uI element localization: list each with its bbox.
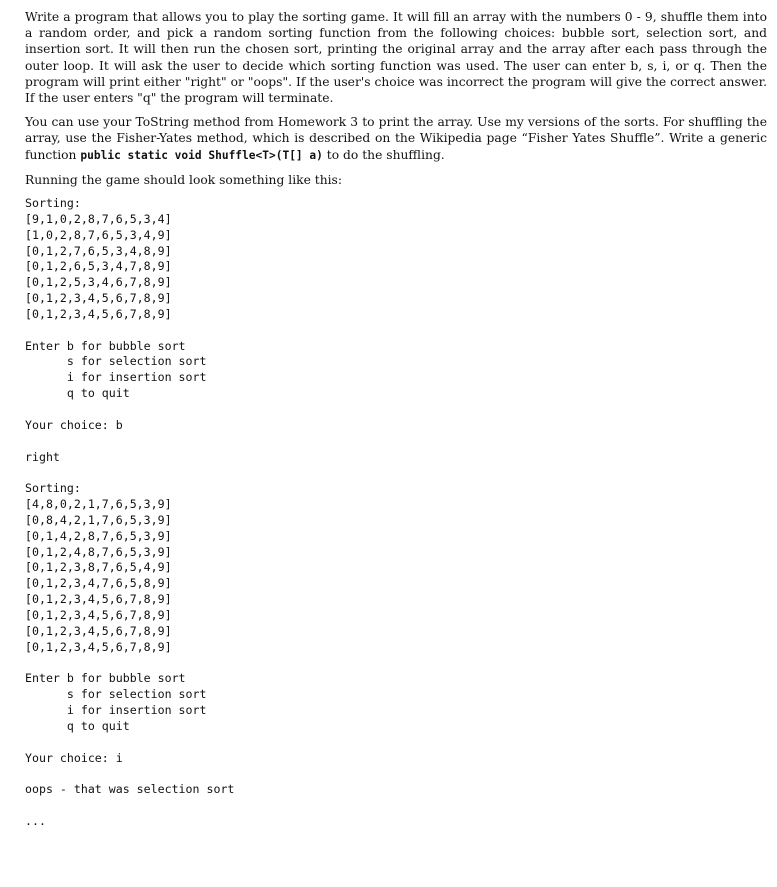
console-line [25, 434, 767, 450]
console-line: Your choice: b [25, 417, 123, 432]
instructions-text-before: You can use your ToString method from Homework 3 to print the array. Use my versions of the sorts. For shuffling the array, use the Fisher-Yates method, which is described on the Wikipedia page “Fisher Yates Shuffle”. Write a generic function [25, 115, 767, 162]
console-line: [4,8,0,2,1,7,6,5,3,9] [25, 497, 172, 512]
console-line: [0,1,2,3,4,7,6,5,8,9] [25, 576, 172, 591]
console-line: [0,1,2,3,4,5,6,7,8,9] [25, 306, 172, 321]
console-line: [0,1,2,3,4,5,6,7,8,9] [25, 639, 172, 654]
console-line: [0,1,4,2,8,7,6,5,3,9] [25, 528, 172, 543]
console-line: [0,1,2,3,4,5,6,7,8,9] [25, 291, 172, 306]
console-line: [0,1,2,3,4,5,6,7,8,9] [25, 607, 172, 622]
console-line: q to quit [25, 386, 130, 401]
console-line: [0,8,4,2,1,7,6,5,3,9] [25, 512, 172, 527]
console-line: ... [25, 813, 46, 828]
console-line [25, 766, 767, 782]
instructions-text-after: to do the shuffling. [322, 147, 445, 162]
console-line: s for selection sort [25, 354, 207, 369]
console-line [25, 656, 767, 672]
assignment-document [25, 9, 767, 830]
console-line: [0,1,2,4,8,7,6,5,3,9] [25, 544, 172, 559]
console-line: Sorting: [25, 481, 81, 496]
console-line: Your choice: i [25, 750, 123, 765]
console-line [25, 735, 767, 751]
console-line: [0,1,2,3,4,5,6,7,8,9] [25, 623, 172, 638]
console-line: s for selection sort [25, 687, 207, 702]
console-line [25, 323, 767, 339]
console-line: Enter b for bubble sort [25, 338, 186, 353]
console-line: [1,0,2,8,7,6,5,3,4,9] [25, 227, 172, 242]
example-intro-paragraph: Running the game should look something like this: [25, 172, 343, 187]
console-line: right [25, 449, 60, 464]
console-line [25, 798, 767, 814]
console-line [25, 402, 767, 418]
console-line: i for insertion sort [25, 703, 207, 718]
console-line: [0,1,2,7,6,5,3,4,8,9] [25, 243, 172, 258]
console-line: [9,1,0,2,8,7,6,5,3,4] [25, 211, 172, 226]
intro-paragraph: Write a program that allows you to play the sorting game. It will fill an array with the numbers 0 - 9, shuffle them into a random order, and pick a random sorting function from the following choices: bubble sort, selection sort, and insertion sort. It will then run the chosen sort, printing the original array and the array after each pass through the outer loop. It will ask the user to decide which sorting function was used. The user can enter b, s, i, or q. Then the program will print either "right" or "oops". If the user's choice was incorrect the program will give the correct answer. If the user enters "q" the program will terminate. [25, 10, 767, 106]
instructions-paragraph [25, 114, 767, 164]
console-line: [0,1,2,5,3,4,6,7,8,9] [25, 275, 172, 290]
console-line: i for insertion sort [25, 370, 207, 385]
console-output-example [25, 196, 767, 830]
console-line: [0,1,2,3,8,7,6,5,4,9] [25, 560, 172, 575]
console-line: q to quit [25, 718, 130, 733]
shuffle-signature-code: public static void Shuffle<T>(T[] a) [80, 148, 323, 162]
console-line: Sorting: [25, 196, 81, 211]
console-line: [0,1,2,3,4,5,6,7,8,9] [25, 592, 172, 607]
console-line: oops - that was selection sort [25, 782, 235, 797]
console-line [25, 465, 767, 481]
console-line: [0,1,2,6,5,3,4,7,8,9] [25, 259, 172, 274]
console-line: Enter b for bubble sort [25, 671, 186, 686]
